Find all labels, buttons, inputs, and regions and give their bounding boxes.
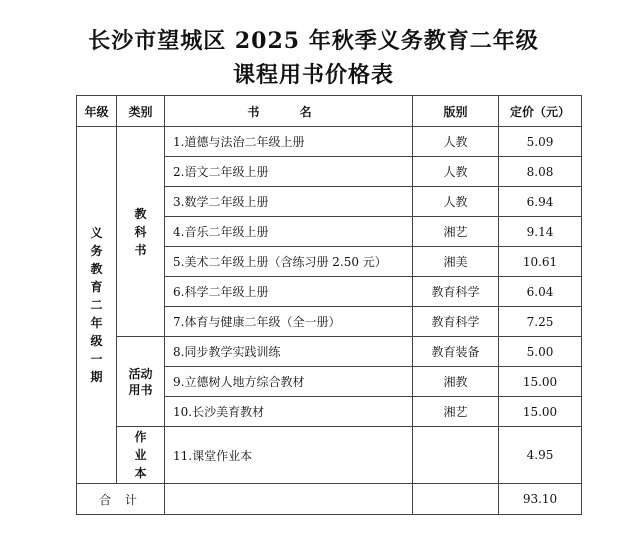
- book-name: 10.长沙美育教材: [165, 397, 413, 427]
- category-activity-cell: [117, 337, 165, 427]
- header-edition: 版别: [413, 96, 499, 127]
- total-row: [77, 484, 582, 515]
- table-row: [77, 127, 582, 157]
- category-textbook-cell: [117, 127, 165, 337]
- total-empty-name: [165, 484, 413, 515]
- book-price: 15.00: [499, 397, 582, 427]
- table-row: [77, 427, 582, 484]
- book-name: 11.课堂作业本: [165, 427, 413, 484]
- title-line2: 课程用书价格表: [232, 62, 394, 88]
- book-price: 10.61: [499, 247, 582, 277]
- category-homework-cell: [117, 427, 165, 484]
- header-price: 定价（元）: [499, 96, 582, 127]
- book-edition: 教育科学: [413, 277, 499, 307]
- book-edition: 教育装备: [413, 337, 499, 367]
- book-name: 4.音乐二年级上册: [165, 217, 413, 247]
- book-name: 5.美术二年级上册（含练习册 2.50 元）: [165, 247, 413, 277]
- book-price: 4.95: [499, 427, 582, 484]
- header-grade: 年级: [77, 96, 117, 127]
- total-price: 93.10: [499, 484, 582, 515]
- book-name: 7.体育与健康二年级（全一册）: [165, 307, 413, 337]
- total-label: 合 计: [77, 484, 165, 515]
- book-name: 2.语文二年级上册: [165, 157, 413, 187]
- book-price: 9.14: [499, 217, 582, 247]
- category-activity-line1: 活动: [128, 366, 153, 381]
- grade-label: 义务教育二年级一期: [90, 226, 103, 384]
- book-price: 6.04: [499, 277, 582, 307]
- book-name: 1.道德与法治二年级上册: [165, 127, 413, 157]
- total-empty-edition: [413, 484, 499, 515]
- book-name: 3.数学二年级上册: [165, 187, 413, 217]
- book-edition: 湘美: [413, 247, 499, 277]
- category-homework: 作业本: [134, 430, 147, 480]
- book-edition: 人教: [413, 187, 499, 217]
- book-price: 7.25: [499, 307, 582, 337]
- title-line1: 长沙市望城区 2025 年秋季义务教育二年级: [88, 28, 539, 54]
- book-name: 8.同步教学实践训练: [165, 337, 413, 367]
- book-price: 5.09: [499, 127, 582, 157]
- book-edition: 人教: [413, 157, 499, 187]
- book-name: 6.科学二年级上册: [165, 277, 413, 307]
- category-textbook: 教科书: [134, 206, 147, 257]
- book-price: 8.08: [499, 157, 582, 187]
- price-table: [76, 95, 582, 515]
- book-edition: 湘艺: [413, 397, 499, 427]
- book-edition: 人教: [413, 127, 499, 157]
- header-row: [77, 96, 582, 127]
- book-edition: 湘教: [413, 367, 499, 397]
- header-book: 书 名: [165, 96, 413, 127]
- book-edition: 教育科学: [413, 307, 499, 337]
- book-price: 5.00: [499, 337, 582, 367]
- book-price: 6.94: [499, 187, 582, 217]
- grade-cell: [77, 127, 117, 484]
- book-edition: 湘艺: [413, 217, 499, 247]
- table-row: [77, 337, 582, 367]
- header-category: 类别: [117, 96, 165, 127]
- category-activity-line2: 用书: [128, 382, 153, 397]
- book-edition: [413, 427, 499, 484]
- book-name: 9.立德树人地方综合教材: [165, 367, 413, 397]
- book-price: 15.00: [499, 367, 582, 397]
